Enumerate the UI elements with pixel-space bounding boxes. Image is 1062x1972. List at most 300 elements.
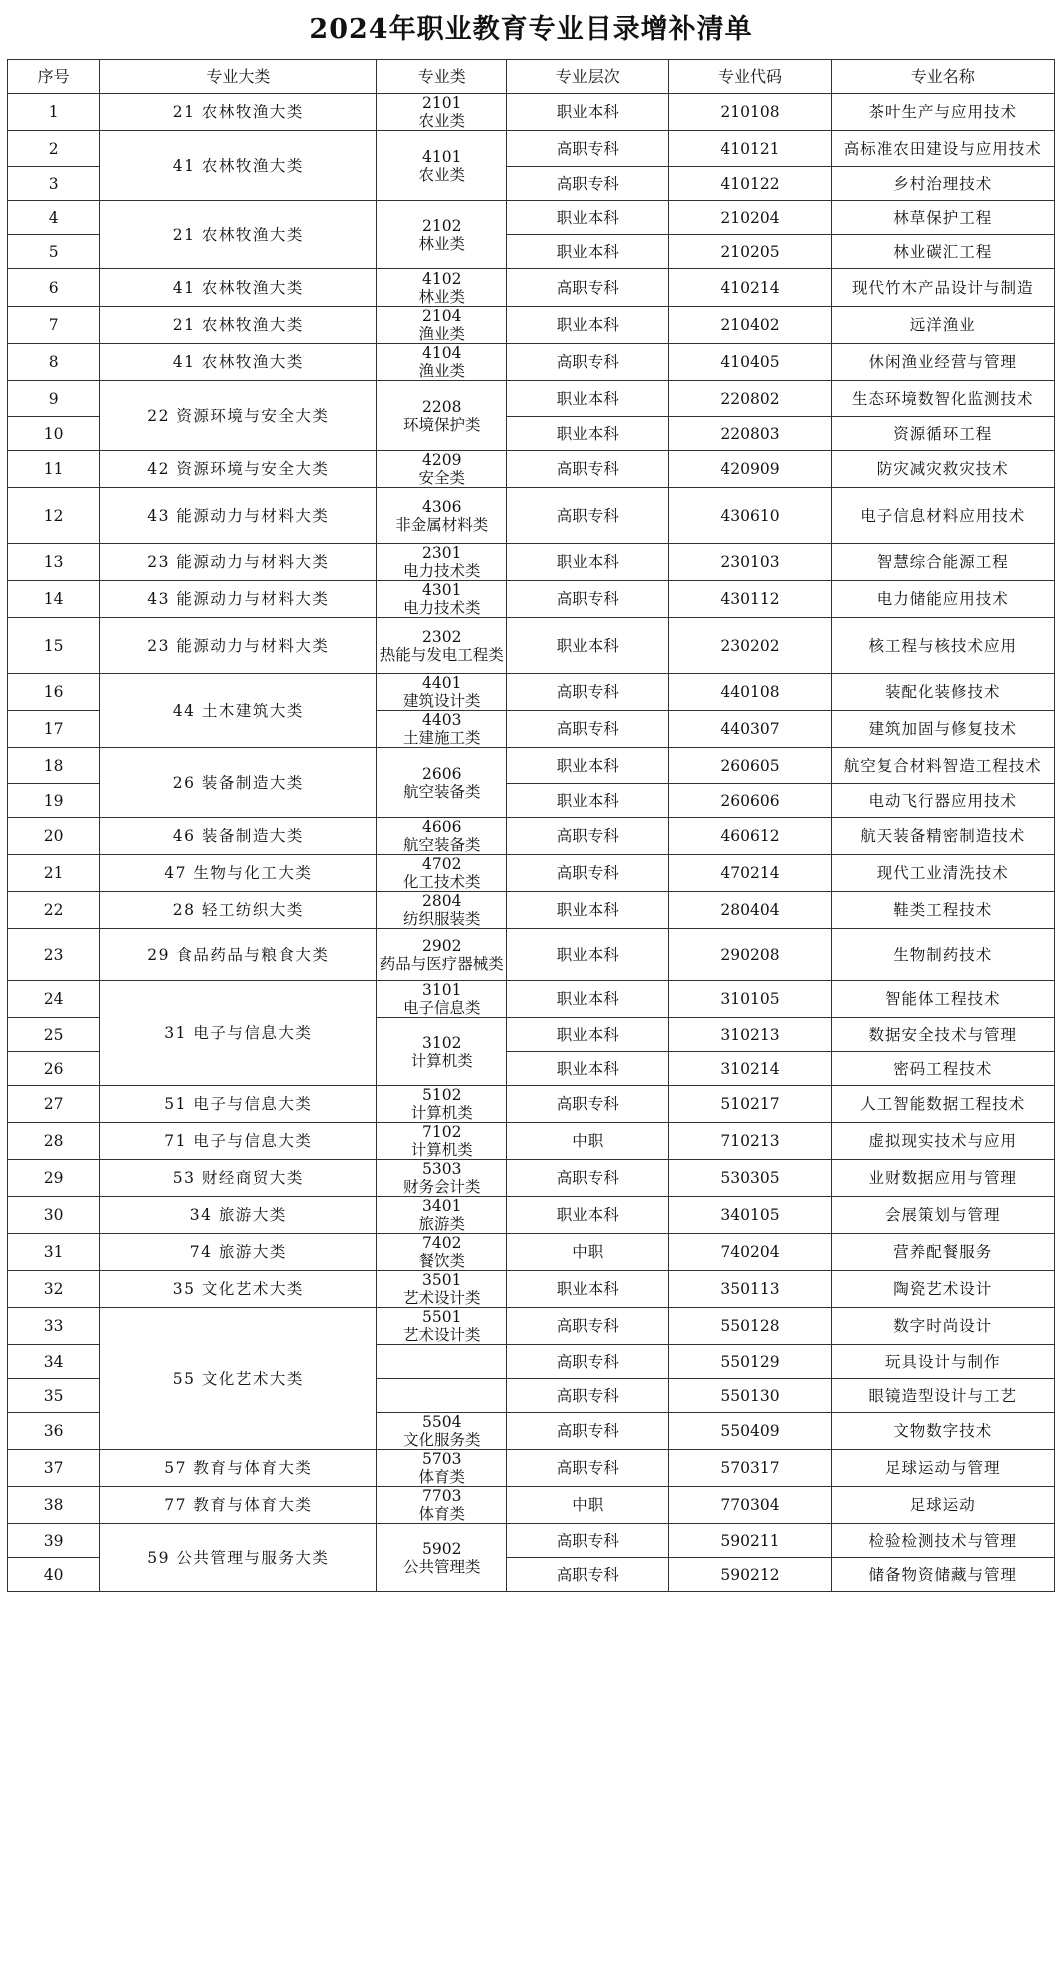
header-cell: 序号: [8, 60, 100, 94]
subcategory-name: 计算机类: [410, 1051, 473, 1070]
level-cell: 高职专科: [507, 1308, 669, 1345]
row-number: 28: [8, 1123, 100, 1160]
row-number: 40: [8, 1558, 100, 1592]
catalog-table: [7, 59, 1055, 1592]
row-number: 22: [8, 892, 100, 929]
level-cell: 职业本科: [507, 1271, 669, 1308]
major-name-cell: 鞋类工程技术: [831, 892, 1054, 929]
row-number: 37: [8, 1450, 100, 1487]
major-name-cell: 数据安全技术与管理: [831, 1018, 1054, 1052]
subcategory-cell: [377, 381, 507, 451]
row-number: 5: [8, 235, 100, 269]
code-cell: 420909: [669, 451, 831, 488]
major-name-cell: 航空复合材料智造工程技术: [831, 748, 1054, 784]
level-cell: 职业本科: [507, 892, 669, 929]
major-name-cell: 玩具设计与制作: [831, 1345, 1054, 1379]
major-name-cell: 眼镜造型设计与工艺: [831, 1379, 1054, 1413]
subcategory-code: 5703: [422, 1450, 462, 1468]
row-number: 31: [8, 1234, 100, 1271]
category-cell: 31 电子与信息大类: [100, 981, 377, 1086]
major-name-cell: 建筑加固与修复技术: [831, 711, 1054, 748]
row-number: 35: [8, 1379, 100, 1413]
code-cell: 570317: [669, 1450, 831, 1487]
row-number: 11: [8, 451, 100, 488]
category-cell: 59 公共管理与服务大类: [100, 1524, 377, 1592]
major-name-cell: 文物数字技术: [831, 1413, 1054, 1450]
level-cell: 职业本科: [507, 1052, 669, 1086]
subcategory-code: 4702: [422, 855, 462, 873]
level-cell: 职业本科: [507, 94, 669, 131]
subcategory-name: 计算机类: [410, 1104, 473, 1122]
row-number: 36: [8, 1413, 100, 1450]
major-name-cell: 检验检测技术与管理: [831, 1524, 1054, 1558]
major-name-cell: 电力储能应用技术: [831, 581, 1054, 618]
subcategory-code: 7102: [422, 1123, 462, 1141]
code-cell: 770304: [669, 1487, 831, 1524]
page-title: 2024年职业教育专业目录增补清单: [309, 14, 753, 45]
category-cell: 44 土木建筑大类: [100, 674, 377, 748]
row-number: 6: [8, 269, 100, 307]
row-number: 14: [8, 581, 100, 618]
code-cell: 710213: [669, 1123, 831, 1160]
level-cell: 职业本科: [507, 307, 669, 344]
category-cell: 41 农林牧渔大类: [100, 344, 377, 381]
code-cell: 350113: [669, 1271, 831, 1308]
code-cell: 230202: [669, 618, 831, 674]
subcategory-name: 纺织服装类: [403, 910, 481, 928]
row-number: 27: [8, 1086, 100, 1123]
code-cell: 410122: [669, 167, 831, 201]
subcategory-code: 5102: [422, 1086, 462, 1104]
subcategory-name: 艺术设计类: [403, 1326, 481, 1344]
row-number: 26: [8, 1052, 100, 1086]
major-name-cell: 足球运动: [831, 1487, 1054, 1524]
category-cell: 77 教育与体育大类: [100, 1487, 377, 1524]
subcategory-cell: [377, 1160, 507, 1197]
table-row: [8, 451, 1055, 488]
subcategory-cell: [377, 307, 507, 344]
row-number: 8: [8, 344, 100, 381]
category-cell: 43 能源动力与材料大类: [100, 488, 377, 544]
subcategory-name: 化工技术类: [403, 873, 481, 891]
major-name-cell: 远洋渔业: [831, 307, 1054, 344]
category-cell: 42 资源环境与安全大类: [100, 451, 377, 488]
code-cell: 210204: [669, 201, 831, 235]
category-cell: 22 资源环境与安全大类: [100, 381, 377, 451]
major-name-cell: 智能体工程技术: [831, 981, 1054, 1018]
row-number: 33: [8, 1308, 100, 1345]
code-cell: 430112: [669, 581, 831, 618]
subcategory-code: 3102: [422, 1033, 462, 1052]
subcategory-cell: [377, 488, 507, 544]
level-cell: 高职专科: [507, 167, 669, 201]
level-cell: 高职专科: [507, 488, 669, 544]
row-number: 20: [8, 818, 100, 855]
code-cell: 590211: [669, 1524, 831, 1558]
code-cell: 550129: [669, 1345, 831, 1379]
code-cell: 430610: [669, 488, 831, 544]
code-cell: 410214: [669, 269, 831, 307]
row-number: 16: [8, 674, 100, 711]
code-cell: 210402: [669, 307, 831, 344]
subcategory-name: 非金属材料类: [395, 515, 489, 534]
subcategory-code: 5902: [422, 1539, 462, 1558]
level-cell: 职业本科: [507, 381, 669, 417]
category-cell: 41 农林牧渔大类: [100, 269, 377, 307]
subcategory-code: 4101: [422, 147, 462, 166]
category-cell: 34 旅游大类: [100, 1197, 377, 1234]
level-cell: 职业本科: [507, 201, 669, 235]
row-number: 15: [8, 618, 100, 674]
subcategory-name: 安全类: [418, 469, 466, 487]
category-cell: 29 食品药品与粮食大类: [100, 929, 377, 981]
subcategory-name: 体育类: [418, 1468, 466, 1486]
code-cell: 550409: [669, 1413, 831, 1450]
level-cell: 高职专科: [507, 344, 669, 381]
major-name-cell: 现代竹木产品设计与制造: [831, 269, 1054, 307]
subcategory-name: 林业类: [418, 287, 466, 306]
code-cell: 310214: [669, 1052, 831, 1086]
subcategory-code: 4401: [422, 674, 462, 692]
subcategory-name: 旅游类: [418, 1215, 466, 1233]
level-cell: 中职: [507, 1123, 669, 1160]
code-cell: 410121: [669, 131, 831, 167]
subcategory-code: 7402: [422, 1234, 462, 1252]
major-name-cell: 现代工业清洗技术: [831, 855, 1054, 892]
table-row: [8, 1271, 1055, 1308]
level-cell: 高职专科: [507, 1558, 669, 1592]
subcategory-code: 5501: [422, 1308, 462, 1326]
level-cell: 职业本科: [507, 748, 669, 784]
code-cell: 590212: [669, 1558, 831, 1592]
subcategory-code: 3401: [422, 1197, 462, 1215]
code-cell: 310213: [669, 1018, 831, 1052]
major-name-cell: 业财数据应用与管理: [831, 1160, 1054, 1197]
subcategory-code: 2301: [422, 544, 462, 562]
major-name-cell: 虚拟现实技术与应用: [831, 1123, 1054, 1160]
table-body: [8, 94, 1055, 1592]
subcategory-cell: [377, 1018, 507, 1086]
row-number: 1: [8, 94, 100, 131]
row-number: 2: [8, 131, 100, 167]
category-cell: 51 电子与信息大类: [100, 1086, 377, 1123]
row-number: 18: [8, 748, 100, 784]
subcategory-cell: [377, 981, 507, 1018]
major-name-cell: 足球运动与管理: [831, 1450, 1054, 1487]
subcategory-name: 建筑设计类: [403, 692, 481, 710]
level-cell: 高职专科: [507, 711, 669, 748]
subcategory-name: 药品与医疗器械类: [379, 954, 504, 973]
major-name-cell: 人工智能数据工程技术: [831, 1086, 1054, 1123]
subcategory-cell: [377, 1450, 507, 1487]
level-cell: 高职专科: [507, 269, 669, 307]
subcategory-code: 2102: [422, 216, 462, 235]
level-cell: 高职专科: [507, 1379, 669, 1413]
code-cell: 260606: [669, 784, 831, 818]
major-name-cell: 休闲渔业经营与管理: [831, 344, 1054, 381]
subcategory-name: 电子信息类: [403, 999, 481, 1017]
major-name-cell: 高标准农田建设与应用技术: [831, 131, 1054, 167]
subcategory-cell: [377, 1308, 507, 1345]
subcategory-name: 艺术设计类: [403, 1289, 481, 1307]
subcategory-cell: [377, 581, 507, 618]
major-name-cell: 生态环境数智化监测技术: [831, 381, 1054, 417]
level-cell: 职业本科: [507, 544, 669, 581]
subcategory-code: 4102: [422, 269, 462, 288]
row-number: 9: [8, 381, 100, 417]
category-cell: 41 农林牧渔大类: [100, 131, 377, 201]
table-row: [8, 1160, 1055, 1197]
major-name-cell: 陶瓷艺术设计: [831, 1271, 1054, 1308]
level-cell: 职业本科: [507, 618, 669, 674]
table-row: [8, 269, 1055, 307]
category-cell: 57 教育与体育大类: [100, 1450, 377, 1487]
major-name-cell: 电子信息材料应用技术: [831, 488, 1054, 544]
subcategory-code: 2208: [422, 397, 462, 416]
subcategory-name: 航空装备类: [403, 836, 481, 854]
subcategory-name: 体育类: [418, 1505, 466, 1523]
level-cell: 中职: [507, 1487, 669, 1524]
row-number: 12: [8, 488, 100, 544]
subcategory-cell: [377, 892, 507, 929]
code-cell: 440108: [669, 674, 831, 711]
table-row: [8, 929, 1055, 981]
subcategory-code: 4403: [422, 711, 462, 729]
subcategory-name: 电力技术类: [403, 599, 481, 617]
subcategory-name: 公共管理类: [403, 1557, 481, 1576]
table-row: [8, 544, 1055, 581]
table-row: [8, 1197, 1055, 1234]
subcategory-cell: [377, 1086, 507, 1123]
level-cell: 高职专科: [507, 674, 669, 711]
subcategory-cell: [377, 1413, 507, 1450]
level-cell: 高职专科: [507, 581, 669, 618]
major-name-cell: 储备物资储藏与管理: [831, 1558, 1054, 1592]
level-cell: 职业本科: [507, 981, 669, 1018]
category-cell: 26 装备制造大类: [100, 748, 377, 818]
row-number: 38: [8, 1487, 100, 1524]
level-cell: 高职专科: [507, 855, 669, 892]
subcategory-cell: [377, 1524, 507, 1592]
major-name-cell: 生物制药技术: [831, 929, 1054, 981]
category-cell: 71 电子与信息大类: [100, 1123, 377, 1160]
category-cell: 21 农林牧渔大类: [100, 94, 377, 131]
table-row: [8, 1123, 1055, 1160]
subcategory-name: 财务会计类: [403, 1178, 481, 1196]
table-row: [8, 344, 1055, 381]
table-row: [8, 201, 1055, 235]
subcategory-cell: [377, 1123, 507, 1160]
row-number: 30: [8, 1197, 100, 1234]
header-cell: 专业类: [377, 60, 507, 94]
major-name-cell: 资源循环工程: [831, 417, 1054, 451]
subcategory-name: 环境保护类: [403, 415, 481, 434]
major-name-cell: 电动飞行器应用技术: [831, 784, 1054, 818]
subcategory-code: 4209: [422, 451, 462, 469]
table-row: [8, 1487, 1055, 1524]
subcategory-cell: [377, 711, 507, 748]
header-cell: 专业大类: [100, 60, 377, 94]
major-name-cell: 数字时尚设计: [831, 1308, 1054, 1345]
table-row: [8, 307, 1055, 344]
row-number: 32: [8, 1271, 100, 1308]
subcategory-name: 计算机类: [410, 1141, 473, 1159]
major-name-cell: 乡村治理技术: [831, 167, 1054, 201]
header-cell: 专业层次: [507, 60, 669, 94]
subcategory-name: 渔业类: [418, 362, 466, 380]
subcategory-code: 3101: [422, 981, 462, 999]
code-cell: 260605: [669, 748, 831, 784]
subcategory-cell: [377, 674, 507, 711]
table-row: [8, 1308, 1055, 1345]
code-cell: 470214: [669, 855, 831, 892]
subcategory-code: 2902: [422, 936, 462, 955]
major-name-cell: 林草保护工程: [831, 201, 1054, 235]
category-cell: 55 文化艺术大类: [100, 1308, 377, 1450]
table-row: [8, 131, 1055, 167]
subcategory-cell: [377, 544, 507, 581]
category-cell: 46 装备制造大类: [100, 818, 377, 855]
subcategory-cell: [377, 344, 507, 381]
table-row: [8, 381, 1055, 417]
category-cell: 53 财经商贸大类: [100, 1160, 377, 1197]
subcategory-cell: [377, 1379, 507, 1413]
category-cell: 74 旅游大类: [100, 1234, 377, 1271]
level-cell: 高职专科: [507, 1524, 669, 1558]
subcategory-cell: [377, 818, 507, 855]
row-number: 4: [8, 201, 100, 235]
code-cell: 550128: [669, 1308, 831, 1345]
level-cell: 高职专科: [507, 1160, 669, 1197]
subcategory-name: 土建施工类: [403, 729, 481, 747]
subcategory-code: 7703: [422, 1487, 462, 1505]
row-number: 24: [8, 981, 100, 1018]
level-cell: 职业本科: [507, 784, 669, 818]
subcategory-code: 4606: [422, 818, 462, 836]
subcategory-cell: [377, 451, 507, 488]
major-name-cell: 核工程与核技术应用: [831, 618, 1054, 674]
code-cell: 460612: [669, 818, 831, 855]
subcategory-cell: [377, 269, 507, 307]
category-cell: 47 生物与化工大类: [100, 855, 377, 892]
subcategory-code: 2104: [422, 307, 462, 325]
subcategory-name: 航空装备类: [403, 782, 481, 801]
level-cell: 职业本科: [507, 929, 669, 981]
row-number: 3: [8, 167, 100, 201]
subcategory-cell: [377, 1271, 507, 1308]
table-row: [8, 94, 1055, 131]
subcategory-cell: [377, 131, 507, 201]
subcategory-cell: [377, 94, 507, 131]
level-cell: 中职: [507, 1234, 669, 1271]
code-cell: 440307: [669, 711, 831, 748]
major-name-cell: 装配化装修技术: [831, 674, 1054, 711]
subcategory-cell: [377, 855, 507, 892]
table-row: [8, 748, 1055, 784]
table-row: [8, 892, 1055, 929]
category-cell: 23 能源动力与材料大类: [100, 544, 377, 581]
major-name-cell: 密码工程技术: [831, 1052, 1054, 1086]
category-cell: 28 轻工纺织大类: [100, 892, 377, 929]
subcategory-cell: [377, 1234, 507, 1271]
row-number: 17: [8, 711, 100, 748]
table-row: [8, 1234, 1055, 1271]
table-row: [8, 1450, 1055, 1487]
code-cell: 210205: [669, 235, 831, 269]
category-cell: 23 能源动力与材料大类: [100, 618, 377, 674]
subcategory-name: 文化服务类: [403, 1431, 481, 1449]
table-row: [8, 855, 1055, 892]
code-cell: 550130: [669, 1379, 831, 1413]
row-number: 29: [8, 1160, 100, 1197]
subcategory-cell: [377, 748, 507, 818]
subcategory-code: 2302: [422, 627, 462, 646]
category-cell: 35 文化艺术大类: [100, 1271, 377, 1308]
major-name-cell: 营养配餐服务: [831, 1234, 1054, 1271]
code-cell: 220803: [669, 417, 831, 451]
subcategory-name: 渔业类: [418, 325, 466, 343]
subcategory-name: 餐饮类: [418, 1252, 466, 1270]
code-cell: 210108: [669, 94, 831, 131]
level-cell: 高职专科: [507, 1413, 669, 1450]
subcategory-cell: [377, 201, 507, 269]
subcategory-cell: [377, 618, 507, 674]
subcategory-name: 林业类: [418, 234, 466, 253]
level-cell: 高职专科: [507, 818, 669, 855]
level-cell: 高职专科: [507, 1086, 669, 1123]
subcategory-code: 2804: [422, 892, 462, 910]
code-cell: 220802: [669, 381, 831, 417]
subcategory-cell: [377, 1345, 507, 1379]
header-cell: 专业代码: [669, 60, 831, 94]
subcategory-cell: [377, 1487, 507, 1524]
table-row: [8, 818, 1055, 855]
table-row: [8, 674, 1055, 711]
subcategory-name: 农业类: [418, 165, 466, 184]
table-row: [8, 1086, 1055, 1123]
level-cell: 高职专科: [507, 1345, 669, 1379]
subcategory-code: 5303: [422, 1160, 462, 1178]
level-cell: 高职专科: [507, 451, 669, 488]
code-cell: 230103: [669, 544, 831, 581]
table-row: [8, 581, 1055, 618]
table-row: [8, 488, 1055, 544]
code-cell: 510217: [669, 1086, 831, 1123]
major-name-cell: 林业碳汇工程: [831, 235, 1054, 269]
level-cell: 职业本科: [507, 1197, 669, 1234]
row-number: 19: [8, 784, 100, 818]
level-cell: 职业本科: [507, 1018, 669, 1052]
subcategory-code: 2606: [422, 764, 462, 783]
code-cell: 280404: [669, 892, 831, 929]
subcategory-code: 3501: [422, 1271, 462, 1289]
subcategory-cell: [377, 1197, 507, 1234]
level-cell: 职业本科: [507, 235, 669, 269]
level-cell: 高职专科: [507, 131, 669, 167]
row-number: 25: [8, 1018, 100, 1052]
subcategory-name: 电力技术类: [403, 562, 481, 580]
subcategory-name: 热能与发电工程类: [379, 645, 504, 664]
code-cell: 310105: [669, 981, 831, 1018]
row-number: 10: [8, 417, 100, 451]
subcategory-code: 4104: [422, 344, 462, 362]
major-name-cell: 航天装备精密制造技术: [831, 818, 1054, 855]
code-cell: 740204: [669, 1234, 831, 1271]
row-number: 39: [8, 1524, 100, 1558]
row-number: 34: [8, 1345, 100, 1379]
row-number: 13: [8, 544, 100, 581]
row-number: 23: [8, 929, 100, 981]
